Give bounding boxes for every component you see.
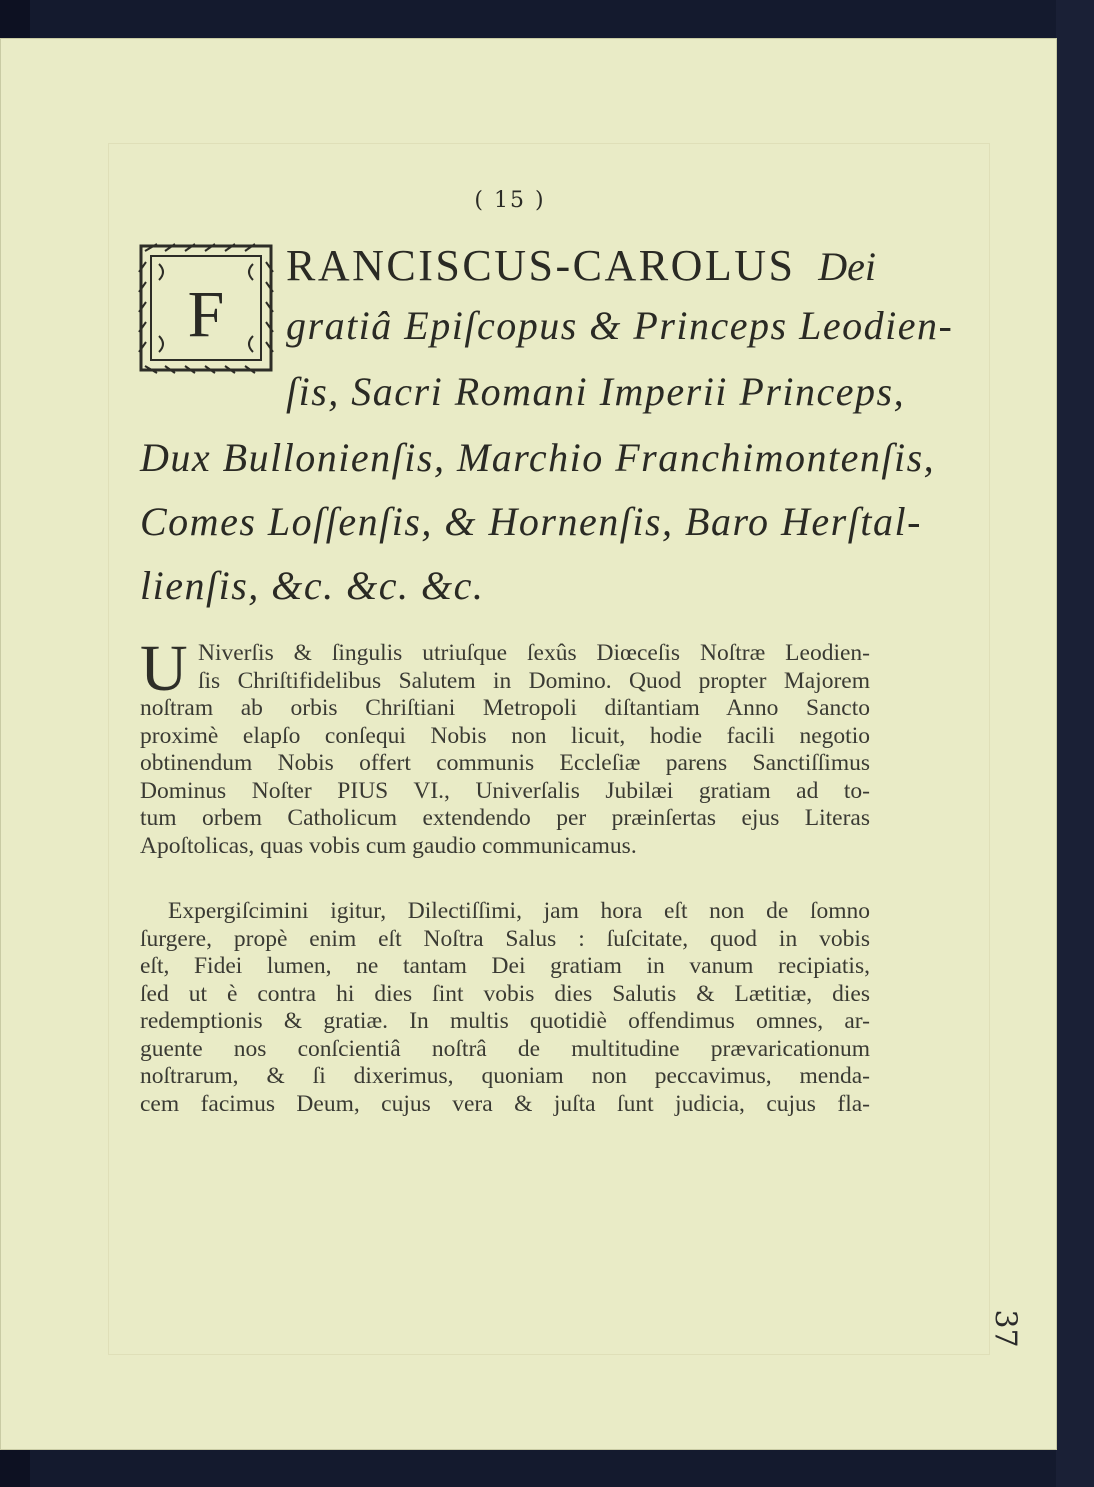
- ornament-frame-icon: [137, 242, 275, 374]
- paragraph-line: guente nos conſcientiâ noſtrâ de multitudine prævaricationum: [140, 1035, 870, 1062]
- paragraph-line: eſt, Fidei lumen, ne tantam Dei gratiam in vanum recipiatis,: [140, 953, 870, 979]
- ornamental-dropcap: [137, 242, 275, 374]
- title-line-5: Comes Loſſenſis, & Hornenſis, Baro Herſtal-: [140, 499, 922, 544]
- paragraph-line: redemptionis & gratiæ. In multis quotidiè offendimus omnes, ar-: [140, 1008, 870, 1034]
- title-italic-tail: Dei: [818, 244, 876, 289]
- title-line-1: [286, 240, 876, 291]
- title-line-6: lienſis, &c. &c. &c.: [140, 563, 485, 608]
- handwritten-folio-number: [985, 1309, 1025, 1372]
- paragraph-line: Niverſis & ſingulis utriuſque ſexûs Diœceſis Noſtræ Leodien-: [198, 640, 870, 666]
- scan-backdrop-right: [1056, 0, 1094, 1487]
- paragraph-line: noſtram ab orbis Chriſtiani Metropoli diſtantiam Anno Sancto: [140, 695, 870, 721]
- paragraph-line: Expergiſcimini igitur, Dilectiſſimi, jam hora eſt non de ſomno: [168, 898, 870, 924]
- title-line-4: Dux Bullonienſis, Marchio Franchimontenſis,: [140, 435, 936, 480]
- paragraph-line: ſed ut è contra hi dies ſint vobis dies Salutis & Lætitiæ, dies: [140, 980, 870, 1007]
- paragraph-line: Dominus Noſter PIUS VI., Univerſalis Jubilæi gratiam ad to-: [140, 777, 870, 804]
- title-line-3: ſis, Sacri Romani Imperii Princeps,: [286, 369, 906, 414]
- page-number: ( 15 ): [474, 188, 546, 213]
- paragraph-line: Apoſtolicas, quas vobis cum gaudio communicamus.: [140, 832, 637, 859]
- paragraph-line: proximè elapſo conſequi Nobis non licuit, hodie facili negotio: [140, 722, 870, 749]
- folio-number-text: 37: [987, 1309, 1023, 1348]
- title-caps: RANCISCUS-CAROLUS: [286, 241, 796, 290]
- svg-text:F: F: [187, 278, 225, 351]
- paragraph-line: cem facimus Deum, cujus vera & juſta ſunt judicia, cujus fla-: [140, 1090, 870, 1117]
- paragraph-2: [140, 898, 870, 1118]
- paragraph-1: [140, 632, 870, 860]
- paragraph-line: ſurgere, propè enim eſt Noſtra Salus : ſuſcitate, quod in vobis: [140, 925, 870, 952]
- title-line-2: gratiâ Epiſcopus & Princeps Leodien-: [286, 303, 954, 348]
- paragraph-line: obtinendum Nobis offert communis Eccleſiæ parens Sanctiſſimus: [140, 750, 870, 776]
- paragraph-initial: U: [140, 632, 188, 705]
- paragraph-line: ſis Chriſtifidelibus Salutem in Domino. Quod propter Majorem: [198, 667, 870, 694]
- paragraph-line: tum orbem Catholicum extendendo per præinſertas ejus Literas: [140, 805, 870, 831]
- paragraph-line: noſtrarum, & ſi dixerimus, quoniam non peccavimus, menda-: [140, 1063, 870, 1089]
